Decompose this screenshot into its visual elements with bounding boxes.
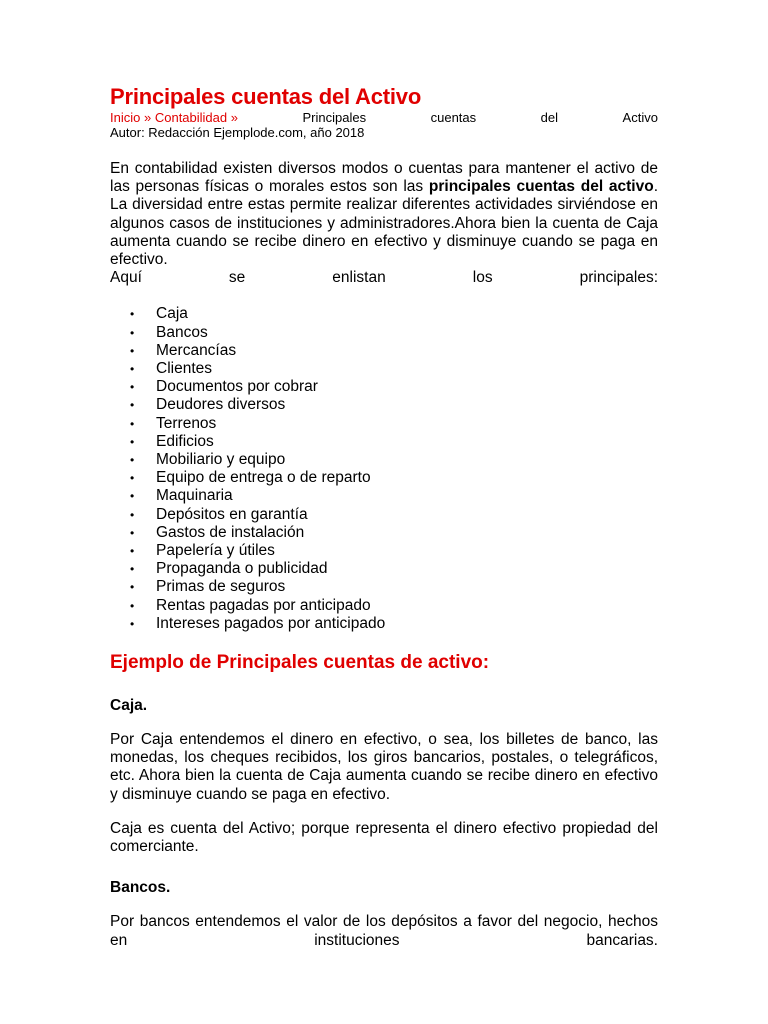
intro-text: En contabilidad existen diversos modos o cuentas para mantener el activo de las personas físicas o morales estos son las [110, 160, 658, 196]
list-item [130, 451, 658, 469]
breadcrumb-home-link[interactable]: Inicio [110, 110, 141, 125]
list-item [130, 432, 658, 451]
list-item-label: Propaganda o publicidad [156, 560, 328, 578]
list-item [130, 523, 658, 542]
caja-paragraph-2: Caja es cuenta del Activo; porque representa el dinero efectivo propiedad del comerciante. [110, 819, 658, 856]
list-item-label: Terrenos [156, 414, 217, 432]
breadcrumb-current-word: del [540, 110, 559, 125]
bullet-icon: • [130, 471, 135, 486]
bullet-icon: • [130, 325, 135, 340]
bancos-heading: Bancos. [110, 879, 171, 897]
list-item [130, 414, 658, 433]
intro-paragraph [110, 160, 658, 287]
breadcrumb-separator: » [143, 110, 152, 125]
bullet-icon: • [130, 380, 135, 395]
list-item [130, 505, 658, 524]
breadcrumb-current-word: Activo [622, 110, 658, 125]
list-item [130, 305, 658, 323]
list-item [130, 378, 658, 396]
bullet-icon: • [130, 580, 135, 595]
bullet-icon: • [130, 507, 135, 522]
list-item-label: Deudores diversos [156, 396, 286, 414]
bullet-icon: • [130, 616, 135, 631]
breadcrumb-category-link[interactable]: Contabilidad [154, 110, 228, 125]
intro-text-continued: . La diversidad entre estas permite realizar diferentes actividades sirviéndose en algunos casos de instituciones y administradores.Ahora bien la cuenta de Caja aumenta cuando se recibe dinero en efectivo y disminuye cuando se paga en efectivo. [110, 178, 658, 269]
list-item [130, 542, 658, 560]
list-item-label: Primas de seguros [156, 578, 286, 596]
list-item [130, 396, 658, 414]
list-item-label: Gastos de instalación [156, 523, 305, 541]
list-item [130, 596, 658, 615]
list-item-label: Caja [156, 305, 188, 323]
example-heading: Ejemplo de Principales cuentas de activo: [110, 652, 490, 674]
document-page [110, 84, 658, 950]
bullet-icon: • [130, 489, 135, 504]
list-item [130, 341, 658, 360]
list-item-label: Edificios [156, 432, 214, 450]
list-item [130, 614, 658, 633]
list-item [130, 578, 658, 596]
list-item-label: Intereses pagados por anticipado [156, 614, 386, 632]
breadcrumb-current-word: Principales [302, 110, 367, 125]
list-item-label: Rentas pagadas por anticipado [156, 596, 371, 614]
page-title: Principales cuentas del Activo [110, 84, 422, 109]
breadcrumb-separator: » [230, 110, 238, 125]
list-item [130, 487, 658, 505]
bullet-icon: • [130, 562, 135, 577]
bullet-icon: • [130, 416, 135, 431]
bancos-paragraph-1: Por bancos entendemos el valor de los depósitos a favor del negocio, hechos en instituciones bancarias. [110, 913, 658, 949]
caja-heading: Caja. [110, 697, 148, 715]
bullet-icon: • [130, 343, 135, 358]
bullet-icon: • [130, 307, 135, 322]
intro-bold-text: principales cuentas del activo [428, 178, 654, 196]
bullet-icon: • [130, 544, 135, 559]
list-item [130, 323, 658, 342]
bullet-icon: • [130, 434, 135, 449]
intro-last-line: Aquí se enlistan los principales: [110, 269, 658, 287]
list-item-label: Mobiliario y equipo [156, 451, 286, 469]
breadcrumb-links [110, 110, 238, 125]
list-item-label: Bancos [156, 323, 208, 341]
list-item-label: Mercancías [156, 341, 237, 359]
breadcrumb [110, 110, 658, 125]
list-item-label: Equipo de entrega o de reparto [156, 469, 371, 487]
bullet-icon: • [130, 362, 135, 377]
author-line: Autor: Redacción Ejemplode.com, año 2018 [110, 125, 365, 140]
accounts-list [110, 305, 658, 633]
bullet-icon: • [130, 398, 135, 413]
list-item-label: Clientes [156, 360, 212, 378]
list-item [130, 469, 658, 487]
list-item-label: Documentos por cobrar [156, 378, 318, 396]
bullet-icon: • [130, 598, 135, 613]
bullet-icon: • [130, 525, 135, 540]
list-item [130, 560, 658, 578]
list-item-label: Papelería y útiles [156, 542, 275, 560]
list-item-label: Maquinaria [156, 487, 233, 505]
list-item [130, 360, 658, 378]
list-item-label: Depósitos en garantía [156, 505, 308, 523]
caja-paragraph-1: Por Caja entendemos el dinero en efectivo, o sea, los billetes de banco, las monedas, los cheques recibidos, los giros bancarios, postales, o telegráficos, etc. Ahora bien la cuenta de Caja aumenta cuando se recibe dinero en efectivo y disminuye cuando se paga en efectivo. [110, 731, 658, 803]
bullet-icon: • [130, 453, 135, 468]
breadcrumb-current-word: cuentas [430, 110, 477, 125]
